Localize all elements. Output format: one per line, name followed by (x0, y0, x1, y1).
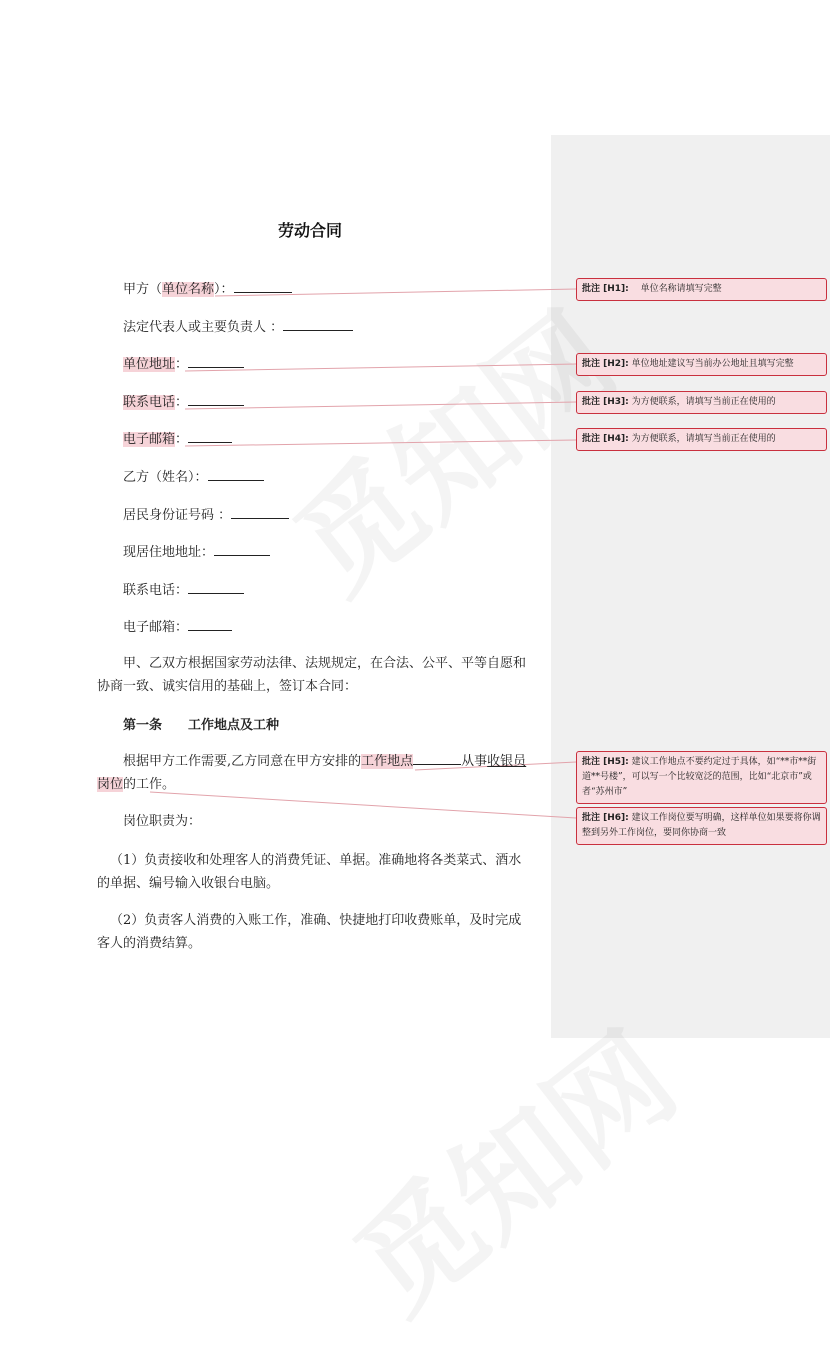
duties-title: 岗位职责为： (123, 814, 202, 829)
comment-h2[interactable] (576, 353, 827, 376)
comment-label: 批注 [H4]: (582, 434, 629, 444)
comment-label: 批注 [H1]: (582, 284, 629, 294)
comment-h3[interactable] (576, 391, 827, 414)
comment-text: 单位地址建议写当前办公地址且填写完整 (631, 359, 794, 369)
comment-text: 建议工作地点不要约定过于具体，如“**市**街道**号楼”，可以写一个比较宽泛的范围，比如“北京市”或者“苏州市” (582, 757, 817, 797)
party-a-email-blank[interactable] (188, 428, 232, 443)
party-b-name-blank[interactable] (208, 466, 264, 481)
party-a-email-line: 电子邮箱： (123, 428, 232, 450)
article-1-heading: 第一条 工作地点及工种 (123, 718, 280, 733)
comment-text: 为方便联系，请填写当前正在使用的 (631, 434, 776, 444)
comment-label: 批注 [H6]: (582, 813, 629, 823)
comment-label: 批注 [H3]: (582, 397, 629, 407)
comment-text: 单位名称请填写完整 (631, 284, 722, 294)
party-a-phone-line: 联系电话： (123, 391, 244, 413)
comment-text: 为方便联系，请填写当前正在使用的 (631, 397, 776, 407)
legal-rep-blank[interactable] (283, 316, 353, 331)
party-a-address-line: 单位地址： (123, 353, 244, 375)
comment-text: 建议工作岗位要写明确，这样单位如果要将你调整到另外工作岗位，要同你协商一致 (582, 813, 821, 838)
comment-h1[interactable] (576, 278, 827, 301)
party-a-name-highlight[interactable]: 单位名称 (162, 282, 215, 297)
party-b-id-line: 居民身份证号码 ： (123, 504, 289, 526)
comment-h5[interactable] (576, 751, 827, 804)
party-a-phone-blank[interactable] (188, 391, 244, 406)
comment-label: 批注 [H5]: (582, 757, 629, 767)
duty-1: （1）负责接收和处理客人的消费凭证、单据。准确地将各类菜式、酒水的单据、编号输入收银台电脑。 (97, 853, 522, 891)
article-1-paragraph: 根据甲方工作需要,乙方同意在甲方安排的工作地点 从事收银员岗位的工作。 (97, 750, 531, 796)
party-b-address-blank[interactable] (214, 541, 270, 556)
intro-paragraph: 甲、乙双方根据国家劳动法律、法规规定，在合法、公平、平等自愿和协商一致、诚实信用的基础上，签订本合同： (97, 656, 527, 694)
post-highlight[interactable]: 岗位 (97, 777, 124, 792)
party-b-phone-blank[interactable] (188, 579, 244, 594)
party-a-name-line: 甲方（单位名称）： (123, 278, 292, 300)
work-location-blank[interactable] (413, 750, 461, 765)
party-b-address-line: 现居住地地址： (123, 541, 270, 563)
legal-rep-line: 法定代表人或主要负责人 ： (123, 316, 353, 338)
party-a-phone-highlight[interactable]: 联系电话 (123, 395, 176, 410)
comment-h4[interactable] (576, 428, 827, 451)
work-location-highlight[interactable]: 工作地点 (361, 754, 414, 769)
party-a-email-highlight[interactable]: 电子邮箱 (123, 432, 176, 447)
job-title[interactable]: 收银员 (487, 754, 527, 769)
party-b-email-blank[interactable] (188, 616, 232, 631)
party-b-phone-line: 联系电话： (123, 579, 244, 601)
party-b-email-line: 电子邮箱： (123, 616, 232, 638)
page-title: 劳动合同 (277, 221, 342, 240)
party-a-address-highlight[interactable]: 单位地址 (123, 357, 176, 372)
duty-2: （2）负责客人消费的入账工作，准确、快捷地打印收费账单，及时完成客人的消费结算。 (97, 913, 522, 951)
party-b-id-blank[interactable] (231, 504, 289, 519)
party-b-name-line: 乙方（姓名）： (123, 466, 264, 488)
party-a-address-blank[interactable] (188, 353, 244, 368)
comment-h6[interactable] (576, 807, 827, 845)
party-a-name-blank[interactable] (234, 278, 292, 293)
comment-label: 批注 [H2]: (582, 359, 629, 369)
